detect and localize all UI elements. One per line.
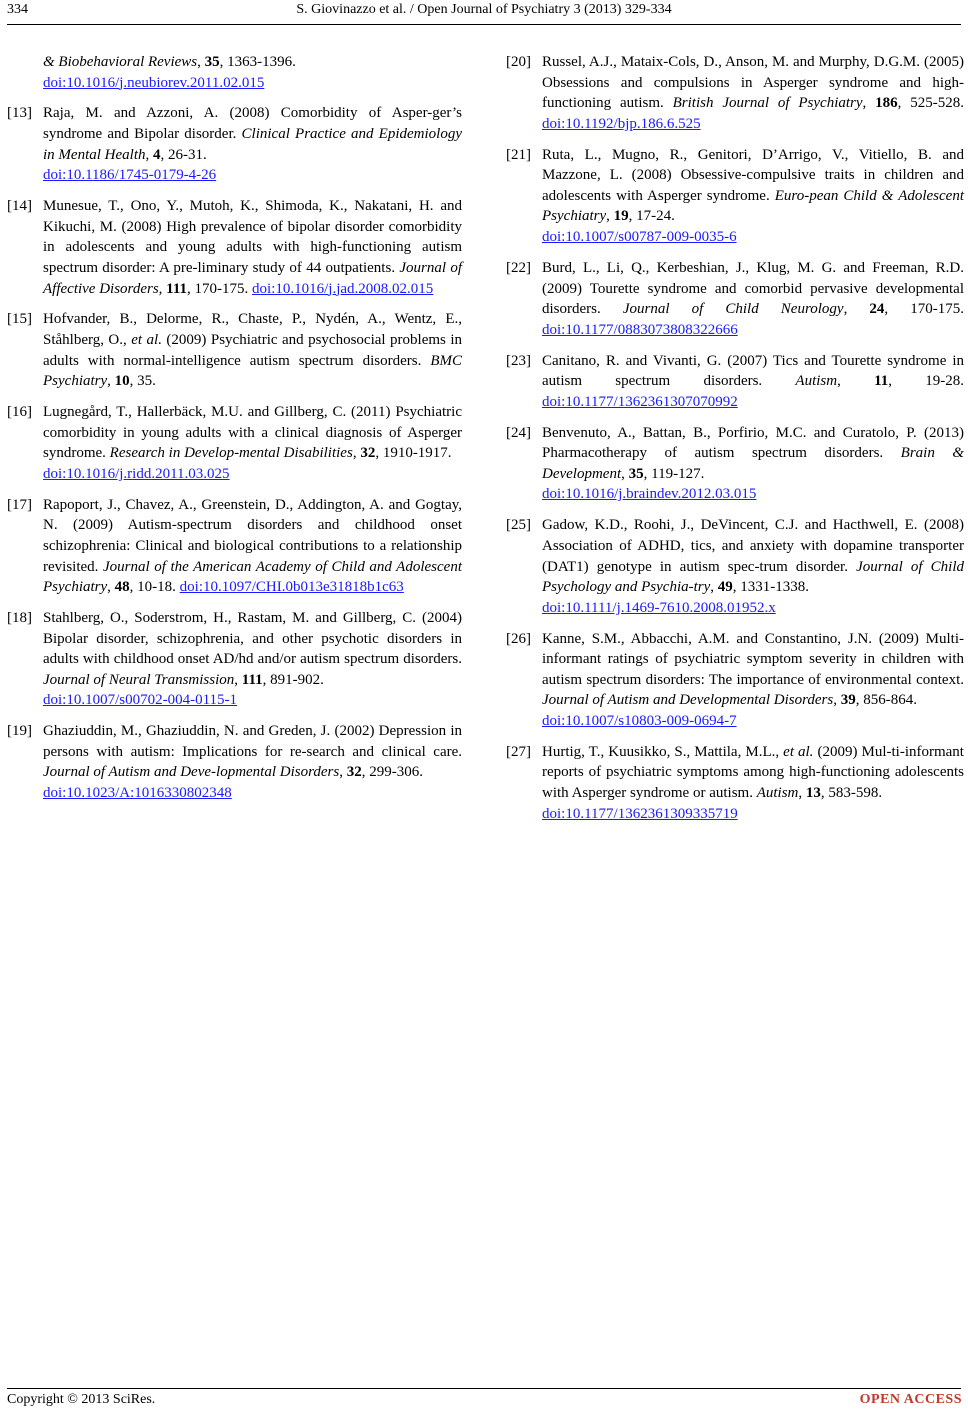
reference-number: [15] — [7, 311, 32, 328]
reference-separator: , — [606, 208, 614, 225]
doi-link[interactable]: doi:10.1016/j.jad.2008.02.015 — [252, 280, 434, 297]
reference-title: (2009) Mul-ti-informant reports of psychiatric symptoms among high-functioning adolescents with Asperger syndrome or autism. — [542, 743, 964, 802]
reference-authors-title: Ghaziuddin, M., Ghaziuddin, N. and Greden, J. (2002) Depression in persons with autism: Implications for re-search and clinical care. — [43, 723, 462, 760]
reference-number: [18] — [7, 610, 32, 627]
reference-authors-title: Ruta, L., Mugno, R., Genitori, D’Arrigo, V., Vitiello, B. and Mazzone, L. (2008) Obsessive-compulsive traits in children and adolescents with Asperger syndrome. — [542, 146, 964, 204]
reference-text — [542, 629, 964, 732]
reference-number: [13] — [7, 105, 32, 122]
doi-link[interactable]: doi:10.1023/A:1016330802348 — [43, 785, 232, 802]
reference-number: [20] — [506, 54, 531, 70]
reference-authors-title: Rapoport, J., Chavez, A., Greenstein, D., Addington, A. and Gogtay, N. (2009) Autism-spectrum disorders and childhood onset schizophrenia: Clinical and biological contributions to a relationship revisited. — [43, 496, 462, 575]
reference-pages: , 170-175. — [884, 301, 964, 318]
reference-volume: 48 — [114, 579, 130, 596]
reference-journal: British Journal of Psychiatry — [672, 95, 863, 112]
reference-authors-title: Kanne, S.M., Abbacchi, A.M. and Constantino, J.N. (2009) Multi-informant ratings of psychiatric symptom severity in children with autism spectrum disorders: The importance of environmental context. — [542, 630, 964, 688]
doi-link[interactable]: doi:10.1007/s10803-009-0694-7 — [542, 713, 737, 729]
reference-journal: Journal of Child Neurology — [622, 301, 844, 318]
reference-pages: , 170-175. — [187, 280, 253, 297]
reference-text — [542, 145, 964, 248]
reference-journal: Clinical Practice and Epidemiology in Mental Health — [43, 126, 462, 163]
reference-volume: 186 — [875, 95, 898, 112]
footer-rule — [7, 1388, 961, 1389]
reference-pages: , 17-24. — [628, 208, 675, 225]
reference-volume: 19 — [613, 208, 629, 225]
reference-number: [25] — [506, 517, 531, 534]
reference-et-al: et al. — [131, 332, 162, 349]
reference-entry — [7, 52, 462, 93]
reference-text — [43, 309, 462, 391]
reference-authors-title: Canitano, R. and Vivanti, G. (2007) Tics and Tourette syndrome in autism spectrum disorders. — [542, 352, 964, 390]
reference-pages: , 1910-1917. — [375, 445, 452, 462]
reference-entry — [7, 721, 462, 803]
reference-authors-title: Hurtig, T., Kuusikko, S., Mattila, M.L., — [542, 743, 784, 760]
reference-volume: 13 — [805, 785, 821, 802]
reference-pages: , 856-864. — [855, 692, 917, 709]
reference-volume: 10 — [114, 373, 130, 390]
reference-volume: 111 — [166, 280, 188, 297]
reference-journal: Journal of Autism and Developmental Disorders — [542, 692, 834, 709]
reference-separator: , — [798, 785, 806, 802]
reference-journal: Euro-pean Child & Adolescent Psychiatry — [542, 187, 965, 225]
reference-entry — [7, 402, 462, 484]
reference-authors-title: Raja, M. and Azzoni, A. (2008) Comorbidity of Asper-ger’s syndrome and Bipolar disorder. — [43, 105, 462, 143]
reference-separator: , — [234, 671, 242, 688]
reference-entry — [506, 351, 964, 413]
reference-number: [19] — [7, 723, 32, 740]
reference-pages: , 525-528. — [897, 95, 964, 112]
doi-link[interactable]: doi:10.1007/s00702-004-0115-1 — [43, 692, 238, 709]
reference-authors-title: Russel, A.J., Mataix-Cols, D., Anson, M. and Murphy, D.G.M. (2005) Obsessions and compulsions in Asperger syndrome and high-functioning autism. — [542, 54, 964, 112]
reference-volume: 4 — [152, 146, 161, 163]
reference-entry — [506, 145, 964, 248]
reference-text — [43, 608, 462, 711]
reference-volume: 39 — [840, 692, 856, 709]
reference-separator: , — [621, 465, 629, 482]
reference-title: (2009) Psychiatric and psychosocial problems in adults with normal-intelligence autism spectrum disorders. — [43, 332, 462, 369]
reference-pages: , 10-18. — [129, 579, 180, 596]
reference-volume: 111 — [241, 671, 263, 688]
reference-pages: , 891-902. — [262, 671, 324, 688]
reference-text — [542, 423, 964, 505]
doi-link[interactable]: doi:10.1097/CHI.0b013e31818b1c63 — [179, 579, 404, 596]
reference-number: [21] — [506, 146, 531, 163]
reference-pages: , 35. — [129, 373, 156, 390]
reference-authors-title: Munesue, T., Ono, Y., Mutoh, K., Shimoda, K., Nakatani, H. and Kikuchi, M. (2008) High prevalence of bipolar disorder comorbidity in adolescents and young adults with high-functioning autism spectrum disorder: A pre-liminary study of 44 outpatients. — [43, 198, 462, 276]
reference-journal: Research in Develop-mental Disabilities — [109, 445, 353, 462]
reference-authors-title: Gadow, K.D., Roohi, J., DeVincent, C.J. and Hacthwell, E. (2008) Association of ADHD, tics, and anxiety with dopamine transporter (DAT1) genotype in autism spec-trum disorder. — [542, 517, 964, 575]
reference-separator: , — [837, 373, 875, 390]
reference-journal: BMC Psychiatry — [43, 352, 462, 390]
page-number: 334 — [7, 2, 28, 17]
doi-link[interactable]: doi:10.1177/1362361307070992 — [542, 393, 738, 410]
reference-text — [43, 495, 462, 598]
reference-authors-title: Stahlberg, O., Soderstrom, H., Rastam, M. and Gillberg, C. (2004) Bipolar disorder, schizophrenia, and other psychotic disorders in adults with childhood onset AD/hd and/or autism spectrum disorders. — [43, 610, 462, 668]
reference-number: [22] — [506, 259, 531, 276]
reference-separator: , — [710, 579, 718, 596]
doi-link[interactable]: doi:10.1186/1745-0179-4-26 — [43, 167, 217, 184]
reference-pages: , 583-598. — [820, 785, 883, 802]
reference-pages: , 26-31. — [160, 146, 207, 163]
reference-entry — [506, 515, 964, 618]
reference-volume: 49 — [717, 579, 733, 596]
reference-text — [43, 196, 462, 299]
reference-journal: Autism — [756, 785, 799, 802]
reference-pages: , 1363-1396. — [219, 54, 296, 70]
references-right-column — [506, 52, 964, 835]
reference-separator: , — [107, 373, 115, 390]
reference-volume: 35 — [204, 54, 220, 70]
doi-link[interactable]: doi:10.1016/j.ridd.2011.03.025 — [43, 465, 230, 482]
reference-text — [542, 52, 964, 134]
reference-entry — [506, 629, 964, 732]
reference-number: [27] — [506, 743, 531, 760]
reference-separator: , — [158, 280, 167, 297]
reference-journal: Journal of the American Academy of Child and Adolescent Psychiatry — [43, 558, 462, 596]
reference-journal: Journal of Neural Transmission — [43, 671, 235, 688]
reference-entry — [7, 495, 462, 598]
reference-separator: , — [107, 579, 115, 596]
doi-link[interactable]: doi:10.1192/bjp.186.6.525 — [542, 115, 701, 132]
reference-entry — [506, 423, 964, 505]
doi-link[interactable]: doi:10.1016/j.neubiorev.2011.02.015 — [43, 74, 265, 91]
reference-entry — [506, 52, 964, 134]
reference-separator: , — [339, 764, 347, 781]
reference-separator: , — [352, 445, 361, 462]
reference-journal: Autism — [795, 373, 838, 390]
reference-authors-title: Burd, L., Li, Q., Kerbeshian, J., Klug, M. G. and Freeman, R.D. (2009) Tourette syndrome and comorbid pervasive developmental disorders. — [542, 259, 964, 318]
doi-link[interactable]: doi:10.1007/s00787-009-0035-6 — [542, 229, 737, 246]
copyright-notice: Copyright © 2013 SciRes. — [7, 1392, 156, 1407]
reference-number: [14] — [7, 198, 32, 215]
reference-text — [43, 402, 462, 484]
reference-text — [542, 351, 964, 413]
reference-number: [24] — [506, 424, 531, 441]
reference-entry — [7, 103, 462, 185]
reference-journal: Journal of Affective Disorders — [43, 259, 462, 297]
reference-authors-title: Hofvander, B., Delorme, R., Chaste, P., Nydén, A., Wentz, E., Ståhlberg, O., — [43, 311, 462, 349]
reference-entry — [7, 196, 462, 299]
reference-entry — [506, 742, 964, 824]
reference-et-al: et al. — [783, 743, 814, 760]
reference-number: [23] — [506, 352, 531, 369]
reference-number: [17] — [7, 496, 32, 513]
doi-link[interactable]: doi:10.1177/0883073808322666 — [542, 321, 738, 338]
reference-pages: , 299-306. — [361, 764, 423, 781]
reference-authors-title: Lugnegård, T., Hallerbäck, M.U. and Gillberg, C. (2011) Psychiatric comorbidity in young adults with a clinical diagnosis of Asperger syndrome. — [43, 404, 462, 462]
reference-text — [43, 103, 462, 185]
reference-authors-title: Benvenuto, A., Battan, B., Porfirio, M.C. and Curatolo, P. (2013) Pharmacotherapy of autism spectrum disorders. — [542, 424, 964, 462]
reference-volume: 35 — [628, 465, 644, 482]
reference-text — [43, 52, 462, 93]
reference-volume: 32 — [346, 764, 362, 781]
reference-separator: , — [833, 692, 841, 709]
reference-pages: , 119-127. — [643, 465, 705, 482]
reference-separator: , — [197, 54, 205, 70]
reference-entry — [506, 258, 964, 340]
running-title: S. Giovinazzo et al. / Open Journal of Psychiatry 3 (2013) 329-334 — [296, 2, 672, 17]
doi-link[interactable]: doi:10.1111/j.1469-7610.2008.01952.x — [542, 599, 776, 616]
header-rule — [7, 24, 961, 25]
doi-link[interactable]: doi:10.1177/1362361309335719 — [542, 805, 738, 822]
reference-journal: Journal of Child Psychology and Psychia-try — [542, 558, 965, 596]
reference-text — [542, 258, 964, 340]
reference-separator: , — [843, 301, 870, 318]
doi-link[interactable]: doi:10.1016/j.braindev.2012.03.015 — [542, 486, 757, 503]
reference-text — [542, 515, 964, 618]
reference-text — [43, 721, 462, 803]
reference-text — [542, 742, 964, 824]
references-left-column — [7, 52, 462, 814]
reference-number: [16] — [7, 404, 32, 421]
reference-pages: , 1331-1338. — [732, 579, 810, 596]
reference-pages: , 19-28. — [888, 373, 964, 390]
reference-volume: 32 — [360, 445, 376, 462]
reference-separator: , — [862, 95, 876, 112]
open-access-label: OPEN ACCESS — [859, 1392, 962, 1407]
reference-volume: 11 — [874, 373, 889, 390]
reference-volume: 24 — [869, 301, 885, 318]
reference-entry — [7, 608, 462, 711]
reference-journal: Brain & Development — [542, 445, 965, 482]
reference-journal: Journal of Autism and Deve-lopmental Disorders — [43, 764, 340, 781]
reference-number: [26] — [506, 630, 531, 647]
reference-journal: & Biobehavioral Reviews — [43, 54, 198, 70]
reference-entry — [7, 309, 462, 391]
reference-separator: , — [145, 146, 153, 163]
